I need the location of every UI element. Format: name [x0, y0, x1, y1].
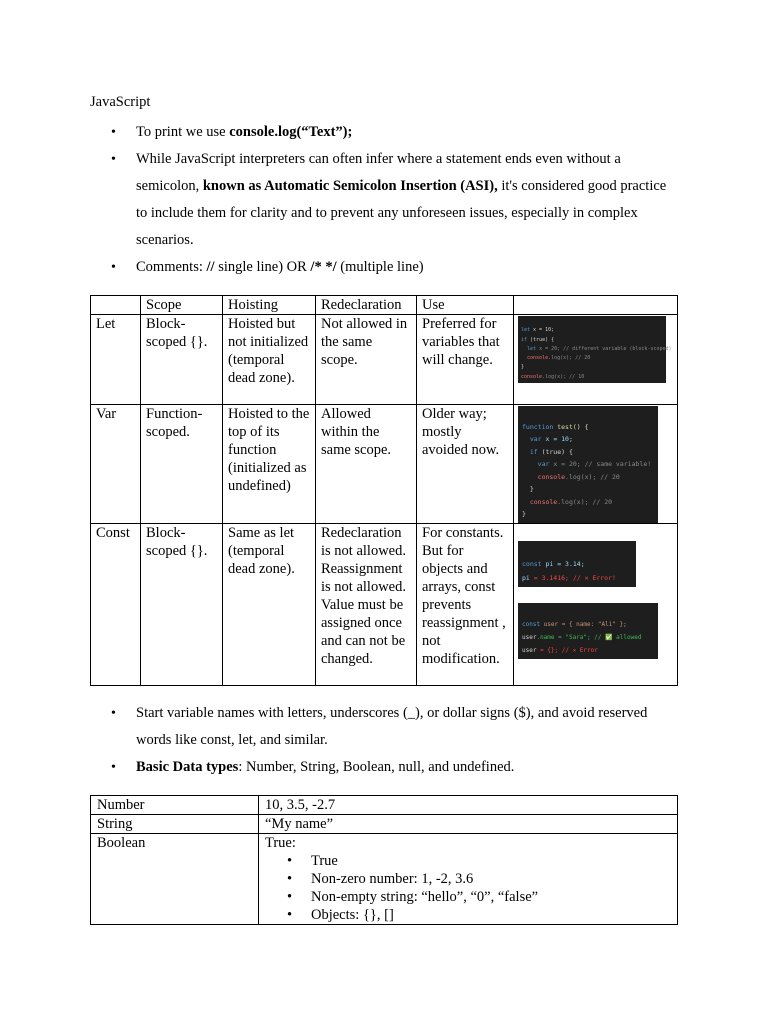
list-item: • Non-empty string: “hello”, “0”, “false” — [265, 888, 671, 906]
bullet-variable-names: • Start variable names with letters, underscores (_), or dollar signs ($), and avoid reserved words like const, let, and similar. — [90, 700, 678, 754]
header-cell: Hoisting — [223, 296, 316, 315]
bullet-console-log: • To print we use console.log(“Text”); — [90, 119, 678, 146]
code-line: var x = 10; — [522, 435, 573, 443]
header-cell: Use — [417, 296, 514, 315]
code-cell — [514, 405, 678, 524]
type-value-cell — [259, 834, 678, 925]
row-hoisting: Hoisted to the top of its function (initialized as undefined) — [223, 405, 316, 524]
code-line: pi = 3.1416; // ✕ Error! — [522, 573, 616, 582]
code-cell — [514, 315, 678, 405]
code-cell — [514, 523, 678, 685]
table-row — [91, 523, 678, 685]
code-line: console.log(x); // 20 — [522, 472, 620, 481]
bullet-comments: • Comments: // single line) OR /* */ (multiple line) — [90, 254, 678, 281]
type-name: Boolean — [91, 834, 259, 925]
intro-bullet-list — [90, 119, 678, 281]
list-item: • Non-zero number: 1, -2, 3.6 — [265, 870, 671, 888]
doc-title: JavaScript — [90, 94, 151, 110]
rules-bullet-list — [90, 700, 678, 781]
type-name: Number — [91, 796, 259, 815]
row-redeclaration: Not allowed in the same scope. — [316, 315, 417, 405]
bullet-data-types: • Basic Data types: Number, String, Boolean, null, and undefined. — [90, 754, 678, 781]
code-line: if (true) { — [522, 447, 573, 456]
header-cell — [91, 296, 141, 315]
let-code-snippet — [518, 316, 672, 383]
type-value: 10, 3.5, -2.7 — [259, 796, 678, 815]
var-code-snippet — [518, 406, 658, 523]
variable-declaration-table — [90, 295, 678, 686]
row-hoisting: Hoisted but not initialized (temporal dead zone). — [223, 315, 316, 405]
header-cell: Redeclaration — [316, 296, 417, 315]
type-name: String — [91, 815, 259, 834]
list-item: • Objects: {}, [] — [265, 906, 671, 924]
code-line: console.log(x); // 10 — [521, 373, 585, 380]
code-line: user = {}; // ✕ Error — [522, 646, 598, 654]
table-row — [91, 834, 678, 925]
data-types-table — [90, 795, 678, 925]
row-redeclaration: Allowed within the same scope. — [316, 405, 417, 524]
table-header-row — [91, 296, 678, 315]
bullet-asi: • While JavaScript interpreters can often infer where a statement ends even without a semicolon, known as Automatic Semicolon Insertion (ASI), it's considered good practice to include them for clarity and to prevent any unforeseen issues, especially in complex scenarios. — [90, 146, 678, 254]
code-line: console.log(x); // 20 — [522, 497, 613, 506]
code-line: user.name = "Sara"; // ✅ allowed — [522, 633, 642, 641]
row-redeclaration: Redeclaration is not allowed. Reassignment is not allowed. Value must be assigned once and can not be changed. — [316, 523, 417, 685]
code-line: let x = 20; // different variable (block-scoped) — [521, 345, 672, 352]
row-use: Preferred for variables that will change. — [417, 315, 514, 405]
table-row — [91, 315, 678, 405]
code-line: const pi = 3.14; — [522, 559, 585, 568]
truthy-list — [265, 852, 671, 924]
code-line: const user = { name: "Ali" }; — [522, 620, 627, 628]
list-item: • True — [265, 852, 671, 870]
type-value: True: — [265, 835, 296, 851]
table-row — [91, 405, 678, 524]
const-object-code-snippet — [518, 603, 658, 659]
row-scope: Function-scoped. — [141, 405, 223, 524]
row-hoisting: Same as let (temporal dead zone). — [223, 523, 316, 685]
const-code-snippet — [518, 541, 636, 587]
table-row — [91, 815, 678, 834]
code-line: } — [522, 485, 534, 493]
type-value: “My name” — [259, 815, 678, 834]
code-line: console.log(x); // 20 — [521, 355, 591, 362]
code-line: let x = 10; — [521, 327, 555, 334]
row-name: Var — [91, 405, 141, 524]
row-scope: Block-scoped {}. — [141, 315, 223, 405]
code-line: } — [522, 510, 526, 518]
code-line: if (true) { — [521, 336, 555, 343]
table-row — [91, 796, 678, 815]
row-scope: Block-scoped {}. — [141, 523, 223, 685]
header-cell — [514, 296, 678, 315]
code-line: } — [521, 364, 525, 371]
row-name: Const — [91, 523, 141, 685]
row-name: Let — [91, 315, 141, 405]
header-cell: Scope — [141, 296, 223, 315]
code-line: function test() { — [522, 422, 589, 431]
row-use: Older way; mostly avoided now. — [417, 405, 514, 524]
code-line: var x = 20; // same variable! — [522, 460, 652, 468]
row-use: For constants. But for objects and arrays, const prevents reassignment , not modification. — [417, 523, 514, 685]
